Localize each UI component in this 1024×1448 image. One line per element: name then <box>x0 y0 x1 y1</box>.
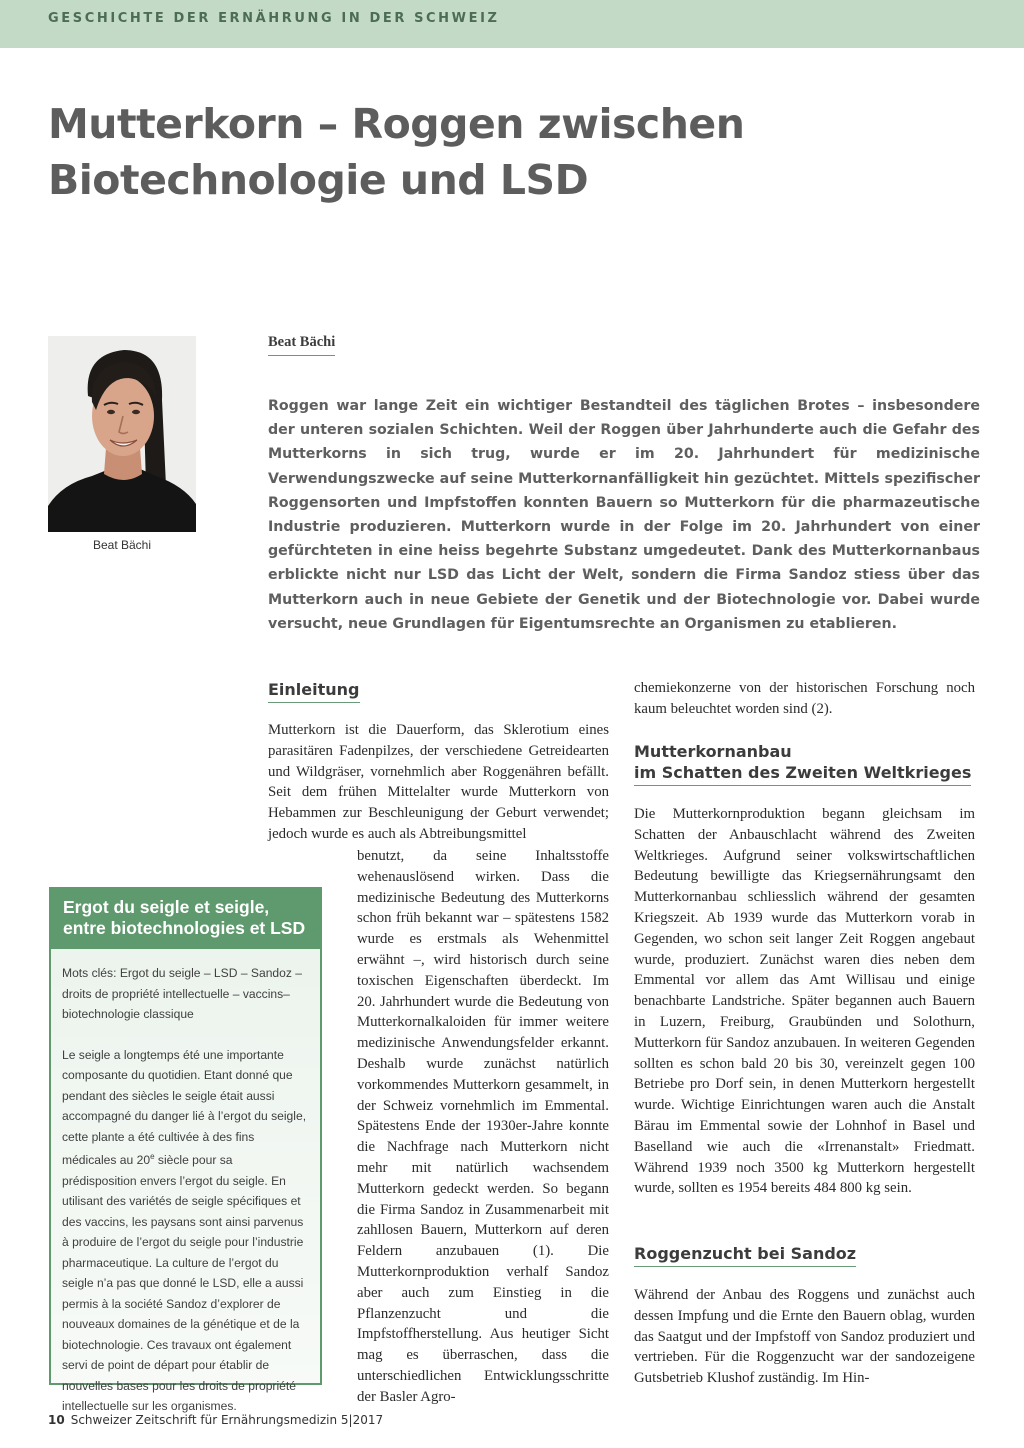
heading-roggenzucht: Roggenzucht bei Sandoz <box>634 1243 856 1267</box>
intro-heading: Einleitung <box>268 679 360 703</box>
summary-text-part1: Le seigle a longtemps été une importante composante du quotidien. Etant donné que pendant des siècles le seigle était aussi accompagné du danger lié à l’ergot du seigle, cette plante a été cultivée à des fins médicales au 20 <box>62 1047 307 1168</box>
abstract: Roggen war lange Zeit ein wichtiger Bestandteil des täglichen Brotes – insbesondere der unteren sozialen Schichten. Weil der Roggen über Jahrhunderte auch die Gefahr des Mutterkorns in sich trug, wurde er im 20. Jahrhundert für medizinische Verwendungszwecke auf seine Mutterkornanfälligkeit hin gezüchtet. Mittels spezifischer Roggensorten und Impfstoffen konnten Bauern so Mutterkorn für die pharmazeutische Industrie produzieren. Mutterkorn wurde in der Folge im 20. Jahrhundert von einer gefürchteten in eine heiss begehrte Substanz umgedeutet. Dank des Mutterkornanbaus erblickte nicht nur LSD das Licht der Welt, sondern die Firma Sandoz stiess über das Mutterkorn auch in neue Gebiete der Genetik und der Biotechnologie vor. Dabei wurde versucht, neue Grundlagen für Eigentumsrechte an Organismen zu etablieren. <box>268 398 980 632</box>
summary-title-line1: Ergot du seigle et seigle, <box>63 897 270 917</box>
french-summary-box <box>49 887 322 1414</box>
section-title: GESCHICHTE DER ERNÄHRUNG IN DER SCHWEIZ <box>48 11 500 26</box>
paragraph-mutterkornanbau: Die Mutterkornproduktion begann gleichsam im Schatten der Anbauschlacht während des Zweiten Weltkrieges. Aufgrund seiner volkswirtschaftlichen Bedeutung bewilligte das Kriegsernährungsamt den Mutterkornanbau schliesslich während der gesamten Kriegszeit. Ab 1939 wurde das Mutterkorn vorab in Gegenden, wo schon seit langer Zeit Roggen angebaut wurde, produziert. Zunächst waren dies neben dem Emmental vor allem das Amt Willisau und einige benachbarte Landstriche. Später begannen auch Bauern in Luzern, Freiburg, Graubünden und Solothurn, Mutterkorn für Sandoz anzubauen. In weiteren Gegenden sollten es schon bald 20 bis 30, vereinzelt gegen 100 Betriebe pro Dorf sein, in denen Mutterkorn hergestellt wurde. Wichtige Einrichtungen waren auch die Anstalt Bärau im Emmental sowie der Lohnhof in Basel und Baselland wie auch die «Irrenanstalt» Friedmatt. Während 1939 noch 3500 kg Mutterkorn hergestellt wurde, sollten es 1954 bereits 484 800 kg sein. <box>634 806 975 1197</box>
intro-paragraph-top: Mutterkorn ist die Dauerform, das Sklerotium eines parasitären Fadenpilzes, der verschiedene Getreidearten und Wildgräser, vornehmlich aber Roggenähren befällt. Seit dem frühen Mittelalter wurde Mutterkorn von Hebammen zur Beschleunigung der Geburt verwendet; jedoch wurde es auch als Abtreibungsmittel <box>268 722 609 842</box>
heading-mutterkornanbau <box>634 741 971 786</box>
summary-text <box>62 1045 310 1417</box>
summary-title-line2: entre biotechnologies et LSD <box>63 918 306 938</box>
photo-caption: Beat Bächi <box>92 538 152 552</box>
summary-title <box>51 889 320 949</box>
page-footer <box>48 1413 383 1427</box>
intro-paragraph-bottom: benutzt, da seine Inhaltsstoffe wehenauslösend wirken. Dass die medizinische Bedeutung des Mutterkorns schon früh bekannt war – spätestens 1582 wurde es erstmals als Wehenmittel erwähnt –, wird historisch durch seine toxischen Eigenschaften überdeckt. Im 20. Jahrhundert wurde die Bedeutung von Mutterkornalkaloiden für immer weitere medizinische Anwendungsfelder erkannt. Deshalb wurde zunächst natürlich vorkommendes Mutterkorn gesammelt, in der Schweiz vornehmlich im Emmental. Spätestens Ende der 1930er-Jahre konnte die Nachfrage nach Mutterkorn nicht mehr mit natürlich wachsendem Mutterkorn gedeckt werden. So begann die Firma Sandoz in Zusammenarbeit mit zahllosen Bauern, Mutterkorn auf deren Feldern anzubauen (1). Die Mutterkornproduktion verhalf Sandoz aber auch zum Einstieg in die Pflanzenzucht und die Impfstoffherstellung. Aus heutiger Sicht mag es überraschen, dass die unterschiedlichen Entwicklungsschritte der Basler Agro- <box>357 848 609 1405</box>
article-title-line2: Biotechnologie und LSD <box>48 156 589 204</box>
author-name: Beat Bächi <box>268 334 335 356</box>
keywords-text: Ergot du seigle – LSD – Sandoz – droits de propriété intellectuelle – vaccins– biotechnologie classique <box>62 966 303 1021</box>
summary-text-part2: siècle pour sa prédisposition envers l’ergot du seigle. En utilisant des variétés de seigle spécifiques et des vaccins, les paysans sont ainsi parvenus à produire de l’ergot du seigle pour l’industrie pharmaceutique. La culture de l’ergot du seigle n’a pas que donné le LSD, elle a aussi permis à la société Sandoz d’explorer de nouveaux domaines de la génétique et de la biotechnologie. Ces travaux ont également servi de point de départ pour établir de nouvelles bases pour les droits de propriété intellectuelle sur les organismes. <box>62 1153 304 1414</box>
page-number: 10 <box>48 1413 65 1427</box>
summary-superscript: e <box>150 1152 155 1161</box>
continued-paragraph: chemiekonzerne von der historischen Forschung noch kaum beleuchtet worden sind (2). <box>634 680 975 717</box>
heading-mutterkornanbau-line1: Mutterkornanbau <box>634 742 792 761</box>
heading-mutterkornanbau-line2: im Schatten des Zweiten Weltkrieges <box>634 763 972 782</box>
section-header-band <box>0 0 1024 48</box>
journal-name: Schweizer Zeitschrift für Ernährungsmedizin 5|2017 <box>70 1413 384 1427</box>
author-photo <box>48 336 196 532</box>
summary-keywords <box>62 963 310 1025</box>
article-title <box>48 96 948 208</box>
summary-body <box>51 949 320 1417</box>
paragraph-roggenzucht: Während der Anbau des Roggens und zunächst auch dessen Impfung und die Ernte den Bauern oblag, wurden das Saatgut und der Impfstoff von Sandoz produziert und vertrieben. Für die Roggenzucht war der sandozeigene Gutsbetrieb Klushof zuständig. Im Hin- <box>634 1287 975 1387</box>
keywords-label: Mots clés: <box>62 966 117 980</box>
article-title-line1: Mutterkorn – Roggen zwischen <box>48 100 745 148</box>
